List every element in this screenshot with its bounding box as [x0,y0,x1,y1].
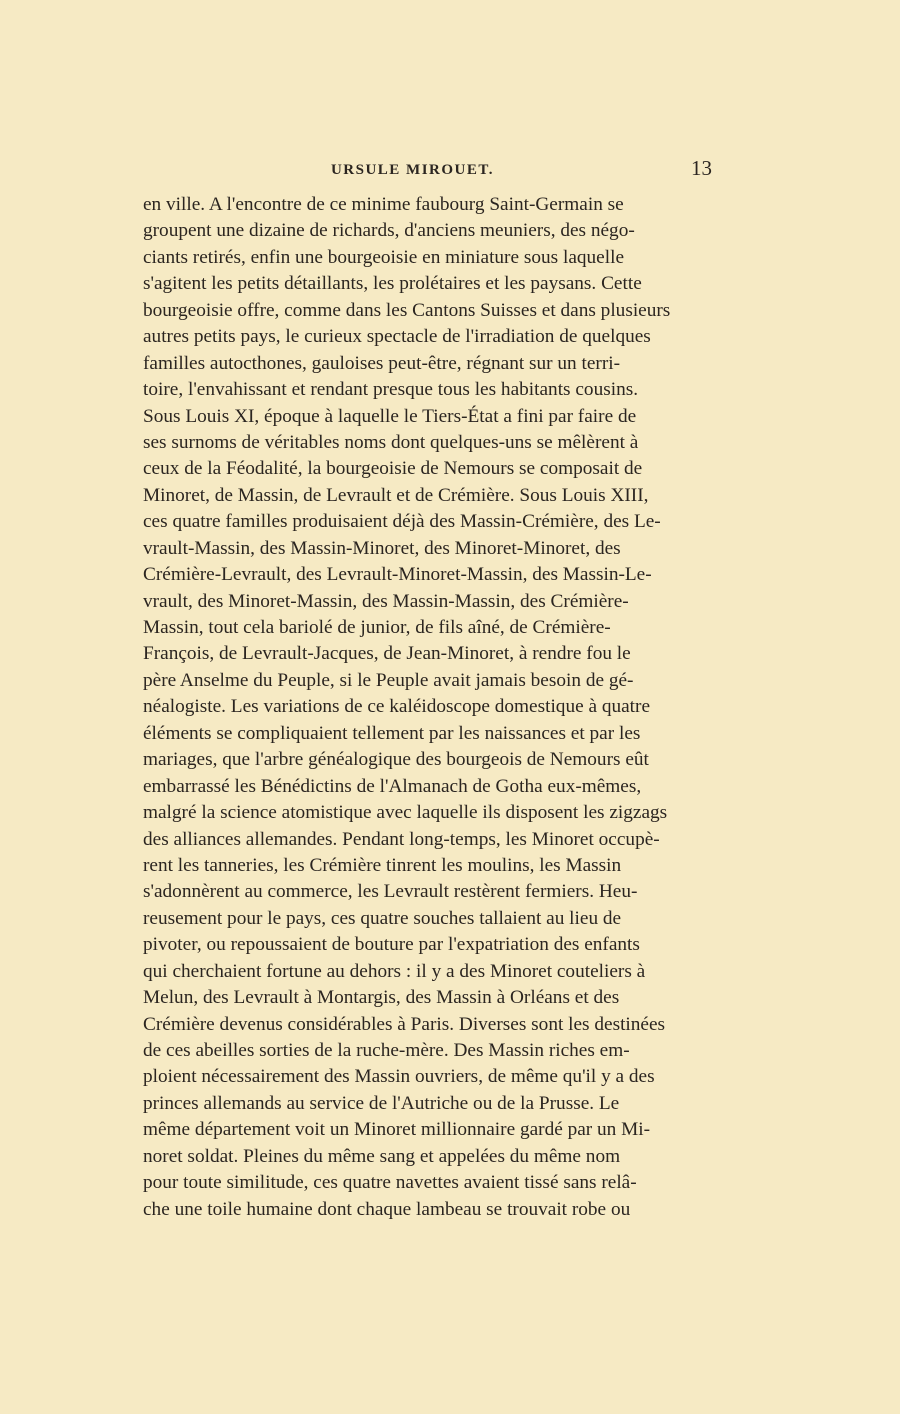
text-line: de ces abeilles sorties de la ruche-mère. Des Massin riches em- [143,1040,630,1061]
text-line: néalogiste. Les variations de ce kaléidoscope domestique à quatre [143,696,651,718]
body-text [143,192,712,1223]
text-line: noret soldat. Pleines du même sang et appelées du même nom [143,1145,621,1167]
text-line: ploient nécessairement des Massin ouvriers, de même qu'il y a des [143,1066,655,1088]
text-line: autres petits pays, le curieux spectacle de l'irradiation de quelques [143,326,651,348]
text-line: François, de Levrault-Jacques, de Jean-Minoret, à rendre fou le [143,643,631,665]
text-line: s'agitent les petits détaillants, les prolétaires et les paysans. Cette [143,273,642,295]
text-line: princes allemands au service de l'Autriche ou de la Prusse. Le [143,1092,620,1114]
text-line: che une toile humaine dont chaque lambeau se trouvait robe ou [143,1198,631,1220]
text-line: groupent une dizaine de richards, d'anciens meuniers, des négo- [143,220,635,242]
text-line: familles autocthones, gauloises peut-être, régnant sur un terri- [143,352,621,374]
text-line: ses surnoms de véritables noms dont quelques-uns se mêlèrent à [143,431,639,453]
text-line: éléments se compliquaient tellement par les naissances et par les [143,722,641,744]
text-line: vrault-Massin, des Massin-Minoret, des Minoret-Minoret, des [143,537,621,559]
text-line: des alliances allemandes. Pendant long-temps, les Minoret occupè- [143,828,660,850]
text-line: en ville. A l'encontre de ce minime faubourg Saint-Germain se [143,194,624,215]
page-header [143,156,712,184]
text-line: Crémière-Levrault, des Levrault-Minoret-Massin, des Massin-Le- [143,564,652,586]
text-line: Melun, des Levrault à Montargis, des Massin à Orléans et des [143,987,620,1009]
text-line: Minoret, de Massin, de Levrault et de Crémière. Sous Louis XIII, [143,484,649,506]
text-line: ceux de la Féodalité, la bourgeoisie de Nemours se composait de [143,458,643,480]
text-line: Crémière devenus considérables à Paris. Diverses sont les destinées [143,1013,666,1035]
text-line: qui cherchaient fortune au dehors : il y a des Minoret couteliers à [143,960,646,982]
running-title: URSULE MIROUET. [330,162,495,178]
text-line: ciants retirés, enfin une bourgeoisie en miniature sous laquelle [143,246,624,268]
text-line: malgré la science atomistique avec laquelle ils disposent les zigzags [143,802,668,824]
text-line: même département voit un Minoret millionnaire gardé par un Mi- [143,1119,651,1141]
text-line: pivoter, ou repoussaient de bouture par l'expatriation des enfants [143,934,640,956]
text-line: vrault, des Minoret-Massin, des Massin-Massin, des Crémière- [143,590,629,612]
page-number: 13 [691,156,712,180]
text-line: père Anselme du Peuple, si le Peuple avait jamais besoin de gé- [143,669,634,691]
text-line: toire, l'envahissant et rendant presque tous les habitants cousins. [143,379,639,401]
text-line: reusement pour le pays, ces quatre souches tallaient au lieu de [143,907,622,929]
text-line: bourgeoisie offre, comme dans les Cantons Suisses et dans plusieurs [143,299,671,321]
text-line: Massin, tout cela bariolé de junior, de fils aîné, de Crémière- [143,617,611,638]
text-line: Sous Louis XI, époque à laquelle le Tiers-État a fini par faire de [143,405,637,427]
text-line: embarrassé les Bénédictins de l'Almanach de Gotha eux-mêmes, [143,775,642,797]
text-line: pour toute similitude, ces quatre navettes avaient tissé sans relâ- [143,1172,637,1194]
text-line: rent les tanneries, les Crémière tinrent les moulins, les Massin [143,854,622,876]
text-line: ces quatre familles produisaient déjà des Massin-Crémière, des Le- [143,511,661,533]
text-line: mariages, que l'arbre généalogique des bourgeois de Nemours eût [143,749,649,771]
text-line: s'adonnèrent au commerce, les Levrault restèrent fermiers. Heu- [143,881,638,903]
